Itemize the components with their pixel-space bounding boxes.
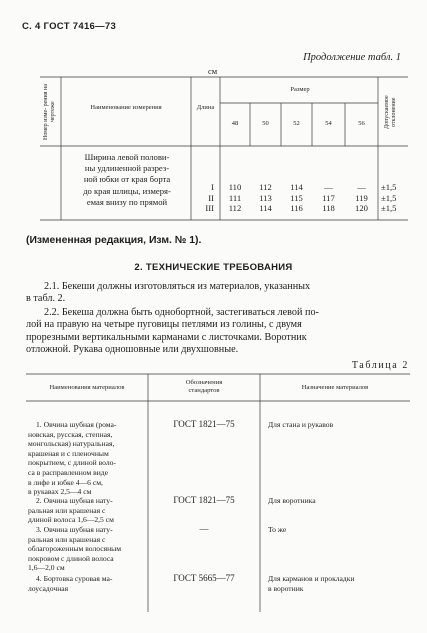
table1-continuation: Продолжение табл. 1 (303, 52, 401, 63)
table2-caption: Таблица 2 (351, 360, 409, 371)
table2-row-4-material: 4. Бортовка суровая ма- лоусадочная (28, 574, 113, 593)
table1-lengths: I II III (205, 182, 214, 213)
table2-header-material: Наименования материалов (49, 384, 125, 391)
paragraph-2-1: 2.1. Бекеши должны изготовляться из материалов, указанных в табл. 2. (26, 281, 311, 305)
table2-row-1-material: 1. Овчина шубная (рома- новская, русская, степная, монгольская) натуральная, крашеная и с пленочным покрытием, с длиной воло- са в расправленном виде в лифе и юбке 4—6 см, в рукавах 2,5—4 см (28, 420, 117, 497)
table2-row-2-material: 2. Овчина шубная нату- ральная или крашеная с длиной волоса 1,6—2,5 см (28, 496, 114, 525)
table1-size-52: 52 (293, 120, 300, 127)
table2-row-2-standard: ГОСТ 1821—75 (173, 495, 235, 505)
table1-col-50: 112 113 114 (259, 182, 272, 213)
table1-size-50: 50 (262, 120, 269, 127)
table1-size-56: 56 (358, 120, 365, 127)
table1-col-48: 110 111 112 (228, 182, 242, 213)
table2-row-1-purpose: Для стана и рукавов (268, 420, 334, 429)
table2-row-3-standard: — (199, 524, 209, 534)
table1-unit: см (208, 66, 218, 76)
table2-header-standard: Обозначения стандартов (185, 379, 223, 394)
table1-col-56: — 119 120 (355, 182, 368, 213)
table1-tolerances: ±1,5 ±1,5 ±1,5 (381, 182, 397, 213)
table1-size-48: 48 (231, 120, 239, 127)
table2-row-4-standard: ГОСТ 5665—77 (173, 573, 235, 583)
table1-col-52: 114 115 116 (290, 182, 303, 213)
table2-row-1-standard: ГОСТ 1821—75 (173, 419, 235, 429)
table1-header-tolerance: Допускаемое отклонение (384, 95, 397, 129)
table1-col-54: — 117 118 (322, 182, 335, 213)
table2-row-3-material: 3. Овчина шубная нату- ральная или крашеная с облагороженным волосяным покровом с длиной волоса 1,6—2,0 см (28, 525, 122, 573)
table1-header-length: Длина (196, 104, 215, 111)
section-title: 2. ТЕХНИЧЕСКИЕ ТРЕБОВАНИЯ (134, 262, 293, 273)
table1-header-number: Номер изме- рения на чертеже (43, 84, 56, 140)
table2-row-3-purpose: То же (268, 525, 287, 534)
table2-header-purpose: Назначение материалов (301, 384, 369, 391)
paragraph-2-2: 2.2. Бекеша должна быть однобортной, застегиваться левой по- лой на правую на четыре пуговицы петлями из голины, с двумя прорезными вертикальными карманами с листочками. Воротник отложной. Рукава одношовные или двухшовные. (26, 307, 319, 355)
amendment-note: (Измененная редакция, Изм. № 1). (26, 235, 202, 246)
page-header: С. 4 ГОСТ 7416—73 (22, 21, 117, 32)
table1-row-name: Ширина левой полови- ны удлиненной разрез- ной юбки от края борта до края шлицы, измеря- емая внизу по прямой (83, 152, 171, 207)
table1-header-name: Наименование измерения (90, 104, 162, 111)
table1-header-sizes: Размер (290, 86, 310, 93)
table2-row-4-purpose: Для карманов и прокладки в воротник (268, 574, 355, 593)
table2-row-2-purpose: Для воротника (268, 496, 316, 505)
table1-size-54: 54 (325, 120, 332, 127)
